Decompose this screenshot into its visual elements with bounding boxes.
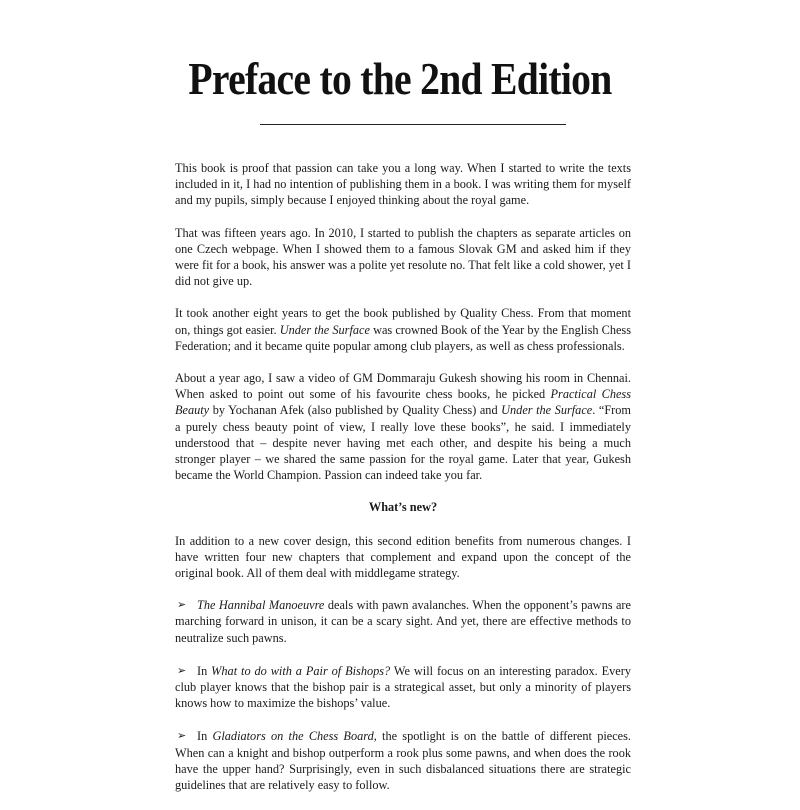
list-item-3-pre: In — [197, 729, 213, 744]
list-item-text — [175, 598, 631, 644]
list-item-2-pre: In — [197, 663, 212, 678]
paragraph-3-text-a: It took another eight years to get the book published by Quality Chess. From that moment on, things got easier. — [175, 306, 631, 337]
book-title-under-the-surface-2: Under the Surface — [501, 403, 593, 418]
paragraph-4-text-a: About a year ago, I saw a video of GM Dommaraju Gukesh showing his room in Chennai. When asked to point out some of his favourite chess books, he picked — [175, 371, 631, 402]
chapter-title-gladiators: Gladiators on the Chess Board — [212, 729, 374, 744]
list-item-bishops — [175, 663, 631, 712]
list-item-hannibal — [175, 597, 631, 646]
paragraph-4-text-c: . “From a purely chess beauty point of view, I really love these books”, he said. I immediately understood that – despite never having met each other, and despite his being a much stronger player – we shared the same passion for the royal game. Later that year, Gukesh became the World Champion. Passion can indeed take you far. — [175, 403, 631, 483]
arrow-bullet-icon: ➢ — [177, 729, 187, 743]
paragraph-2: That was fifteen years ago. In 2010, I started to publish the chapters as separate articles on one Czech webpage. When I showed them to a famous Slovak GM and asked him if they were fit for a book, his answer was a polite yet resolute no. That felt like a cold shower, yet I did not give up. — [175, 225, 631, 289]
paragraph-5: In addition to a new cover design, this second edition benefits from numerous changes. I have written four new chapters that complement and expand upon the concept of the original book. All of them deal with middlegame strategy. — [175, 533, 631, 581]
chapter-title-bishops: What to do with a Pair of Bishops? — [211, 663, 391, 678]
arrow-bullet-icon: ➢ — [177, 663, 187, 677]
paragraph-3-text-b: was crowned Book of the Year by the English Chess Federation; and it became quite popular among club players, as well as chess professionals. — [175, 322, 631, 353]
chapter-title-hannibal: The Hannibal Manoeuvre — [197, 598, 325, 613]
book-title-under-the-surface: Under the Surface — [279, 322, 370, 337]
page-title: Preface to the 2nd Edition — [188, 54, 612, 104]
paragraph-1: This book is proof that passion can take you a long way. When I started to write the texts included in it, I had no intention of publishing them in a book. I was writing them for myself and my pupils, simply because I enjoyed thinking about the royal game. — [175, 161, 631, 208]
list-item-3-text: , the spotlight is on the battle of different pieces. When can a knight and bishop outperform a rook plus some pawns, and when does the rook have the upper hand? Surprisingly, even in such disbalanced situations there are strategic guidelines that are relatively easy to follow. — [175, 729, 631, 793]
paragraph-3 — [175, 305, 631, 354]
list-item-text — [175, 729, 631, 792]
list-item-2-text: We will focus on an interesting paradox. Every club player knows that the bishop pair is a strategical asset, but only a minority of players knows how to maximize the bishops’ value. — [175, 663, 631, 711]
paragraph-4 — [175, 370, 631, 483]
paragraph-4-text-b: by Yochanan Afek (also published by Quality Chess) and — [209, 403, 502, 418]
preface-body — [175, 160, 631, 810]
section-heading-whats-new: What’s new? — [368, 500, 438, 515]
list-item-gladiators — [175, 728, 631, 793]
list-item-1-text: deals with pawn avalanches. When the opponent’s pawns are marching forward in unison, it can be a scary sight. And yet, there are effective methods to neutralize such pawns. — [175, 598, 631, 645]
arrow-bullet-icon: ➢ — [177, 598, 187, 612]
new-chapters-list — [175, 597, 631, 793]
book-title-practical-chess-beauty: Practical Chess Beauty — [175, 387, 631, 418]
list-item-text — [175, 664, 631, 710]
title-divider — [260, 124, 566, 125]
